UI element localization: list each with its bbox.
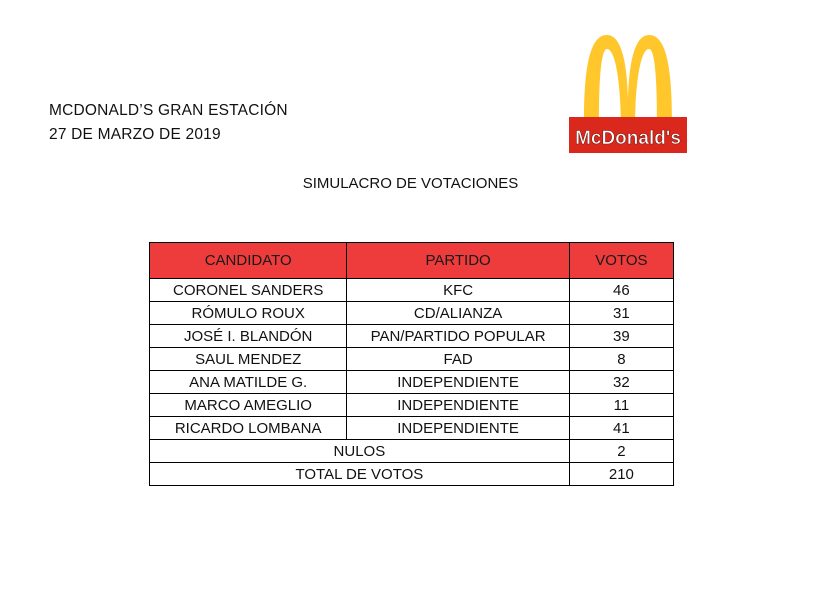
table-row bbox=[150, 348, 674, 371]
logo-wordmark: McDonald's bbox=[575, 128, 681, 149]
store-name: MCDONALD’S GRAN ESTACIÓN bbox=[49, 102, 288, 119]
party-cell: FAD bbox=[347, 348, 569, 371]
table-row bbox=[150, 417, 674, 440]
nulos-row bbox=[150, 440, 674, 463]
nulos-votes: 2 bbox=[569, 440, 673, 463]
candidate-cell: RÓMULO ROUX bbox=[150, 302, 347, 325]
table-header-row bbox=[150, 243, 674, 279]
party-cell: INDEPENDIENTE bbox=[347, 371, 569, 394]
table-row bbox=[150, 371, 674, 394]
votes-cell: 32 bbox=[569, 371, 673, 394]
table-row bbox=[150, 394, 674, 417]
mcdonalds-golden-arches-logo-icon bbox=[566, 31, 690, 157]
votes-cell: 41 bbox=[569, 417, 673, 440]
party-cell: INDEPENDIENTE bbox=[347, 394, 569, 417]
votes-cell: 46 bbox=[569, 279, 673, 302]
candidate-cell: ANA MATILDE G. bbox=[150, 371, 347, 394]
header-party: PARTIDO bbox=[347, 243, 569, 279]
candidate-cell: MARCO AMEGLIO bbox=[150, 394, 347, 417]
results-table bbox=[149, 242, 674, 486]
candidate-cell: JOSÉ I. BLANDÓN bbox=[150, 325, 347, 348]
votes-cell: 8 bbox=[569, 348, 673, 371]
party-cell: KFC bbox=[347, 279, 569, 302]
header-votes: VOTOS bbox=[569, 243, 673, 279]
nulos-label: NULOS bbox=[150, 440, 570, 463]
header-candidate: CANDIDATO bbox=[150, 243, 347, 279]
party-cell: INDEPENDIENTE bbox=[347, 417, 569, 440]
total-label: TOTAL DE VOTOS bbox=[150, 463, 570, 486]
candidate-cell: SAUL MENDEZ bbox=[150, 348, 347, 371]
total-row bbox=[150, 463, 674, 486]
candidate-cell: RICARDO LOMBANA bbox=[150, 417, 347, 440]
candidate-cell: CORONEL SANDERS bbox=[150, 279, 347, 302]
votes-cell: 39 bbox=[569, 325, 673, 348]
document-title: SIMULACRO DE VOTACIONES bbox=[302, 175, 519, 192]
votes-cell: 11 bbox=[569, 394, 673, 417]
votes-cell: 31 bbox=[569, 302, 673, 325]
table-row bbox=[150, 279, 674, 302]
table-row bbox=[150, 325, 674, 348]
party-cell: PAN/PARTIDO POPULAR bbox=[347, 325, 569, 348]
total-votes: 210 bbox=[569, 463, 673, 486]
mcdonalds-logo bbox=[566, 31, 690, 157]
table-row bbox=[150, 302, 674, 325]
party-cell: CD/ALIANZA bbox=[347, 302, 569, 325]
document-date: 27 DE MARZO DE 2019 bbox=[49, 126, 221, 143]
